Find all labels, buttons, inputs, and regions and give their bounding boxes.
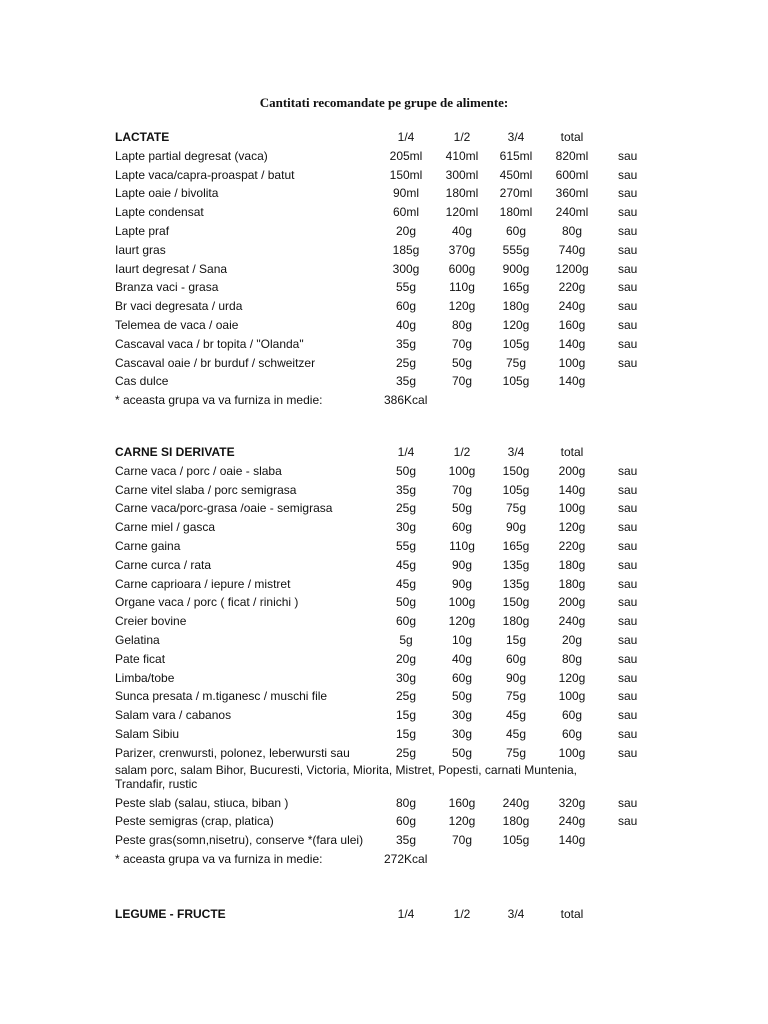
quantity-cell: 40g <box>451 223 473 238</box>
quantity-cell: 300g <box>392 261 420 276</box>
table-row <box>0 575 768 594</box>
sau-label: sau <box>618 708 638 723</box>
sau-label: sau <box>618 167 638 182</box>
quantity-cell: 70g <box>451 336 473 351</box>
quantity-cell: 205ml <box>389 148 423 163</box>
table-row <box>0 147 768 166</box>
quantity-cell: 90g <box>505 670 527 685</box>
quantity-cell: 50g <box>451 355 473 370</box>
table-row <box>0 203 768 222</box>
quantity-cell: 600ml <box>555 167 589 182</box>
quantity-cell: 90ml <box>392 186 419 201</box>
food-name: Lapte condensat <box>115 205 204 220</box>
quantity-cell: 165g <box>502 280 530 295</box>
quantity-cell: 120g <box>448 299 476 314</box>
quantity-cell: 20g <box>395 651 417 666</box>
quantity-cell: 240ml <box>555 205 589 220</box>
column-header: total <box>560 130 584 144</box>
quantity-cell: 90g <box>505 520 527 535</box>
quantity-cell: 25g <box>395 355 417 370</box>
food-name: Organe vaca / porc ( ficat / rinichi ) <box>115 595 299 610</box>
sau-label: sau <box>618 463 638 478</box>
table-row <box>0 335 768 354</box>
sau-label: sau <box>618 538 638 553</box>
quantity-cell: 50g <box>451 689 473 704</box>
quantity-cell: 240g <box>558 299 586 314</box>
sau-label: sau <box>618 576 638 591</box>
table-row <box>0 481 768 500</box>
section-heading: CARNE SI DERIVATE <box>115 445 235 459</box>
quantity-cell: 35g <box>395 336 417 351</box>
kcal-value: 386Kcal <box>384 393 428 408</box>
quantity-cell: 600g <box>448 261 476 276</box>
quantity-cell: 200g <box>558 463 586 478</box>
food-name: Salam vara / cabanos <box>115 708 232 723</box>
kcal-note: * aceasta grupa va va furniza in medie: <box>115 393 323 408</box>
quantity-cell: 220g <box>558 280 586 295</box>
sau-label: sau <box>618 745 638 760</box>
food-name: Lapte vaca/capra-proaspat / batut <box>115 167 295 182</box>
quantity-cell: 1200g <box>555 261 589 276</box>
quantity-cell: 140g <box>558 833 586 848</box>
sau-label: sau <box>618 355 638 370</box>
quantity-cell: 60g <box>451 670 473 685</box>
column-header: 3/4 <box>507 907 525 921</box>
table-row <box>0 556 768 575</box>
table-row <box>0 372 768 391</box>
food-name: Cascaval vaca / br topita / "Olanda" <box>115 336 304 351</box>
column-header: 1/4 <box>397 130 415 144</box>
table-row <box>0 612 768 631</box>
page-title: Cantitati recomandate pe grupe de alimente: <box>259 95 509 110</box>
table-row <box>0 297 768 316</box>
quantity-cell: 180g <box>502 614 530 629</box>
quantity-cell: 75g <box>505 689 527 704</box>
section-lactate <box>0 128 768 410</box>
quantity-cell: 185g <box>392 242 420 257</box>
section-header-row <box>0 128 768 147</box>
food-name: Parizer, crenwursti, polonez, leberwursti sau <box>115 745 350 760</box>
quantity-cell: 140g <box>558 374 586 389</box>
sau-label: sau <box>618 632 638 647</box>
sau-label: sau <box>618 261 638 276</box>
table-row <box>0 669 768 688</box>
quantity-cell: 135g <box>502 557 530 572</box>
sau-label: sau <box>618 651 638 666</box>
table-row <box>0 354 768 373</box>
quantity-cell: 20g <box>395 223 417 238</box>
food-name: Peste slab (salau, stiuca, biban ) <box>115 795 289 810</box>
quantity-cell: 450ml <box>499 167 533 182</box>
food-name: Carne caprioara / iepure / mistret <box>115 576 291 591</box>
column-header: 3/4 <box>507 445 525 459</box>
food-name: Carne curca / rata <box>115 557 212 572</box>
food-name: Branza vaci - grasa <box>115 280 219 295</box>
food-name: Cas dulce <box>115 374 169 389</box>
quantity-cell: 150g <box>502 463 530 478</box>
section-heading: LACTATE <box>115 130 170 144</box>
quantity-cell: 30g <box>451 726 473 741</box>
quantity-cell: 60ml <box>392 205 419 220</box>
table-row <box>0 687 768 706</box>
quantity-cell: 370g <box>448 242 476 257</box>
quantity-cell: 240g <box>558 614 586 629</box>
food-name: Sunca presata / m.tiganesc / muschi file <box>115 689 328 704</box>
food-name: Iaurt degresat / Sana <box>115 261 228 276</box>
column-header: 1/2 <box>453 445 471 459</box>
quantity-cell: 30g <box>395 520 417 535</box>
quantity-cell: 240g <box>558 814 586 829</box>
food-name: Carne vitel slaba / porc semigrasa <box>115 482 297 497</box>
quantity-cell: 615ml <box>499 148 533 163</box>
quantity-cell: 35g <box>395 833 417 848</box>
food-name: Carne miel / gasca <box>115 520 216 535</box>
table-row <box>0 278 768 297</box>
quantity-cell: 80g <box>451 317 473 332</box>
quantity-cell: 150g <box>502 595 530 610</box>
food-name: Salam Sibiu <box>115 726 180 741</box>
quantity-cell: 45g <box>395 576 417 591</box>
quantity-cell: 105g <box>502 374 530 389</box>
sau-label: sau <box>618 223 638 238</box>
table-row <box>0 744 768 763</box>
sau-label: sau <box>618 299 638 314</box>
section-header-row <box>0 443 768 462</box>
food-name: Peste semigras (crap, platica) <box>115 814 274 829</box>
quantity-cell: 180g <box>502 814 530 829</box>
section-legume-fructe <box>0 905 768 924</box>
table-row <box>0 462 768 481</box>
table-row <box>0 166 768 185</box>
food-name: Carne gaina <box>115 538 181 553</box>
quantity-cell: 60g <box>395 614 417 629</box>
quantity-cell: 105g <box>502 336 530 351</box>
quantity-cell: 55g <box>395 280 417 295</box>
sau-label: sau <box>618 614 638 629</box>
quantity-cell: 20g <box>561 632 583 647</box>
quantity-cell: 15g <box>395 708 417 723</box>
sau-label: sau <box>618 317 638 332</box>
quantity-cell: 70g <box>451 833 473 848</box>
quantity-cell: 140g <box>558 482 586 497</box>
quantity-cell: 5g <box>399 632 413 647</box>
food-name: Br vaci degresata / urda <box>115 299 243 314</box>
quantity-cell: 35g <box>395 374 417 389</box>
quantity-cell: 90g <box>451 557 473 572</box>
quantity-cell: 75g <box>505 355 527 370</box>
quantity-cell: 410ml <box>445 148 479 163</box>
quantity-cell: 60g <box>505 651 527 666</box>
quantity-cell: 135g <box>502 576 530 591</box>
quantity-cell: 50g <box>395 595 417 610</box>
kcal-value: 272Kcal <box>384 851 428 866</box>
quantity-cell: 100g <box>448 463 476 478</box>
quantity-cell: 160g <box>448 795 476 810</box>
sau-label: sau <box>618 148 638 163</box>
quantity-cell: 180g <box>502 299 530 314</box>
quantity-cell: 200g <box>558 595 586 610</box>
quantity-cell: 50g <box>395 463 417 478</box>
quantity-cell: 360ml <box>555 186 589 201</box>
quantity-cell: 35g <box>395 482 417 497</box>
food-name: Peste gras(somn,nisetru), conserve *(fara ulei) <box>115 833 364 848</box>
quantity-cell: 900g <box>502 261 530 276</box>
food-name: Limba/tobe <box>115 670 175 685</box>
quantity-cell: 15g <box>395 726 417 741</box>
table-row <box>0 518 768 537</box>
table-row <box>0 593 768 612</box>
food-name: Lapte partial degresat (vaca) <box>115 148 268 163</box>
quantity-cell: 70g <box>451 374 473 389</box>
quantity-cell: 100g <box>558 355 586 370</box>
kcal-note: * aceasta grupa va va furniza in medie: <box>115 851 323 866</box>
sau-label: sau <box>618 670 638 685</box>
table-row <box>0 794 768 813</box>
column-header: 1/4 <box>397 445 415 459</box>
quantity-cell: 270ml <box>499 186 533 201</box>
quantity-cell: 180g <box>558 557 586 572</box>
quantity-cell: 10g <box>451 632 473 647</box>
column-header: 1/4 <box>397 907 415 921</box>
quantity-cell: 50g <box>451 745 473 760</box>
quantity-cell: 740g <box>558 242 586 257</box>
quantity-cell: 180ml <box>445 186 479 201</box>
table-row <box>0 260 768 279</box>
sau-label: sau <box>618 205 638 220</box>
food-name: Telemea de vaca / oaie <box>115 317 239 332</box>
quantity-cell: 220g <box>558 538 586 553</box>
quantity-cell: 100g <box>558 689 586 704</box>
food-name: Lapte praf <box>115 223 170 238</box>
quantity-cell: 80g <box>395 795 417 810</box>
quantity-cell: 100g <box>558 745 586 760</box>
quantity-cell: 80g <box>561 651 583 666</box>
quantity-cell: 180ml <box>499 205 533 220</box>
quantity-cell: 60g <box>395 814 417 829</box>
section-carne-si-derivate <box>0 443 768 869</box>
sau-label: sau <box>618 186 638 201</box>
quantity-cell: 180g <box>558 576 586 591</box>
sau-label: sau <box>618 726 638 741</box>
quantity-cell: 75g <box>505 501 527 516</box>
quantity-cell: 25g <box>395 745 417 760</box>
quantity-cell: 105g <box>502 482 530 497</box>
quantity-cell: 25g <box>395 501 417 516</box>
column-header: 1/2 <box>453 130 471 144</box>
food-name: Cascaval oaie / br burduf / schweitzer <box>115 355 316 370</box>
quantity-cell: 45g <box>395 557 417 572</box>
sau-label: sau <box>618 336 638 351</box>
quantity-cell: 60g <box>561 708 583 723</box>
column-header: 3/4 <box>507 130 525 144</box>
food-name: Pate ficat <box>115 651 166 666</box>
table-row <box>0 812 768 831</box>
quantity-cell: 60g <box>395 299 417 314</box>
table-row <box>0 725 768 744</box>
quantity-cell: 150ml <box>389 167 423 182</box>
food-name: Gelatina <box>115 632 160 647</box>
quantity-cell: 140g <box>558 336 586 351</box>
quantity-cell: 120g <box>448 614 476 629</box>
quantity-cell: 70g <box>451 482 473 497</box>
sau-label: sau <box>618 814 638 829</box>
quantity-cell: 240g <box>502 795 530 810</box>
quantity-cell: 100g <box>558 501 586 516</box>
quantity-cell: 105g <box>502 833 530 848</box>
quantity-cell: 45g <box>505 726 527 741</box>
quantity-cell: 320g <box>558 795 586 810</box>
quantity-cell: 50g <box>451 501 473 516</box>
continuation-text: salam porc, salam Bihor, Bucuresti, Victoria, Miorita, Mistret, Popesti, carnati Muntenia, Trandafir, rustic <box>115 762 577 791</box>
food-name: Carne vaca / porc / oaie - slaba <box>115 463 282 478</box>
table-row <box>0 631 768 650</box>
quantity-cell: 30g <box>395 670 417 685</box>
quantity-cell: 300ml <box>445 167 479 182</box>
quantity-cell: 165g <box>502 538 530 553</box>
quantity-cell: 55g <box>395 538 417 553</box>
table-row <box>0 316 768 335</box>
sau-label: sau <box>618 280 638 295</box>
table-row <box>0 222 768 241</box>
quantity-cell: 110g <box>449 538 475 553</box>
quantity-cell: 30g <box>451 708 473 723</box>
quantity-cell: 25g <box>395 689 417 704</box>
column-header: total <box>560 907 584 921</box>
sau-label: sau <box>618 242 638 257</box>
column-header: 1/2 <box>453 907 471 921</box>
table-row <box>0 537 768 556</box>
table-row <box>0 241 768 260</box>
food-name: Carne vaca/porc-grasa /oaie - semigrasa <box>115 501 333 516</box>
column-header: total <box>560 445 584 459</box>
quantity-cell: 555g <box>502 242 530 257</box>
quantity-cell: 120g <box>558 520 586 535</box>
sau-label: sau <box>618 795 638 810</box>
quantity-cell: 60g <box>451 520 473 535</box>
quantity-cell: 100g <box>448 595 476 610</box>
table-row <box>0 831 768 850</box>
quantity-cell: 90g <box>451 576 473 591</box>
food-name: Iaurt gras <box>115 242 166 257</box>
table-row <box>0 499 768 518</box>
table-row <box>0 706 768 725</box>
kcal-note-row <box>0 850 768 869</box>
quantity-cell: 120g <box>558 670 586 685</box>
quantity-cell: 120g <box>502 317 530 332</box>
section-header-row <box>0 905 768 924</box>
table-row <box>0 184 768 203</box>
quantity-cell: 15g <box>505 632 527 647</box>
table-row <box>0 650 768 669</box>
sau-label: sau <box>618 482 638 497</box>
quantity-cell: 60g <box>505 223 527 238</box>
quantity-cell: 80g <box>561 223 583 238</box>
quantity-cell: 40g <box>395 317 417 332</box>
quantity-cell: 60g <box>561 726 583 741</box>
quantity-cell: 120g <box>448 814 476 829</box>
sau-label: sau <box>618 501 638 516</box>
sau-label: sau <box>618 595 638 610</box>
quantity-cell: 120ml <box>445 205 479 220</box>
quantity-cell: 110g <box>449 280 475 295</box>
quantity-cell: 820ml <box>555 148 589 163</box>
sau-label: sau <box>618 689 638 704</box>
quantity-cell: 160g <box>558 317 586 332</box>
quantity-cell: 75g <box>505 745 527 760</box>
kcal-note-row <box>0 391 768 410</box>
section-heading: LEGUME - FRUCTE <box>115 907 226 921</box>
quantity-cell: 40g <box>451 651 473 666</box>
quantity-cell: 45g <box>505 708 527 723</box>
food-name: Creier bovine <box>115 614 187 629</box>
food-name: Lapte oaie / bivolita <box>115 186 219 201</box>
sau-label: sau <box>618 557 638 572</box>
sau-label: sau <box>618 520 638 535</box>
